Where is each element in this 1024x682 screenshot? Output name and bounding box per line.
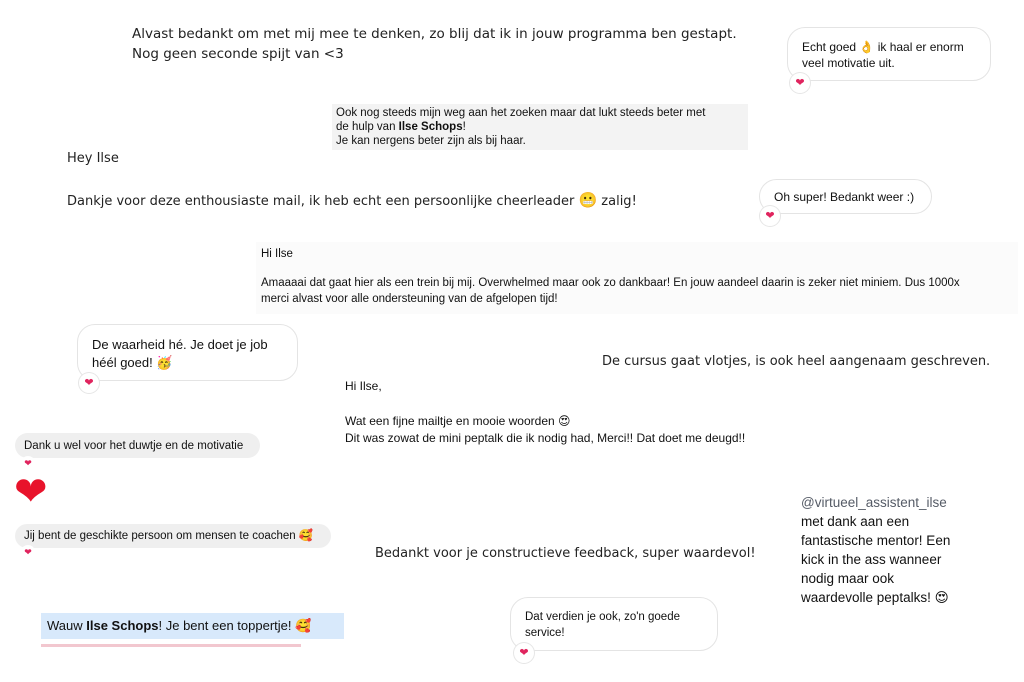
heart-eyes-icon: 😍 xyxy=(558,414,571,428)
message-bubble-oh-super xyxy=(759,179,932,214)
message-text: Dank u wel voor het duwtje en de motivatie xyxy=(24,440,244,452)
message-text: De waarheid hé. Je doet je job xyxy=(92,337,268,352)
message-line: Je kan nergens beter zijn als bij haar. xyxy=(336,135,526,147)
message-text: Oh super! Bedankt weer :) xyxy=(774,190,915,204)
mail-text: Wat een fijne mailtje en mooie woorden xyxy=(345,414,555,428)
message-line: Ook nog steeds mijn weg aan het zoeken maar dat lukt steeds beter met xyxy=(336,107,706,119)
smiling-face-hearts-icon: 🥰 xyxy=(298,530,314,542)
message-text: ! Je bent een toppertje! xyxy=(158,618,292,633)
message-bubble-dank-u-wel xyxy=(15,433,260,458)
cropped-row-divider xyxy=(41,644,301,647)
mail-amaaaai xyxy=(256,242,1018,314)
grimacing-face-icon: 😬 xyxy=(578,191,598,209)
comment-line: met dank aan een xyxy=(801,514,910,529)
comment-text: waardevolle peptalks! xyxy=(801,590,931,605)
heart-reaction-icon: ❤ xyxy=(21,456,35,470)
message-text: ik haal er enorm xyxy=(877,40,964,54)
message-text: veel motivatie uit. xyxy=(802,56,895,70)
message-text: héél goed! xyxy=(92,355,153,370)
comment-virtueel-assistent xyxy=(801,493,950,607)
big-heart-icon: ❤ xyxy=(14,469,48,515)
mail-line: merci alvast voor alle ondersteuning van de afgelopen tijd! xyxy=(261,293,558,305)
message-cursus-vlotjes xyxy=(602,353,990,371)
message-text: Dat verdien je ook, zo'n goede xyxy=(525,611,680,623)
message-text: Wauw xyxy=(47,618,83,633)
message-bubble-geschikte-persoon xyxy=(15,524,331,548)
heart-reaction-icon: ❤ xyxy=(21,545,35,559)
message-constructieve-feedback xyxy=(375,545,756,563)
mail-greeting: Hi Ilse, xyxy=(345,379,382,393)
quoted-message-ook-nog-steeds xyxy=(332,104,748,150)
mention-name[interactable]: Ilse Schops xyxy=(398,121,463,133)
comment-line: fantastische mentor! Een xyxy=(801,533,951,548)
message-text: de hulp van xyxy=(336,121,396,133)
message-text: De cursus gaat vlotjes, is ook heel aangenaam geschreven. xyxy=(602,354,991,369)
message-wauw-toppertje xyxy=(41,613,344,639)
message-text: Jij bent de geschikte persoon om mensen te coachen xyxy=(24,530,296,542)
comment-line: nodig maar ook xyxy=(801,571,895,586)
message-line: Nog geen seconde spijt van <3 xyxy=(132,46,344,62)
message-text: Dankje voor deze enthousiaste mail, ik heb echt een persoonlijke cheerleader xyxy=(67,194,575,209)
heart-reaction-icon: ❤ xyxy=(790,73,810,93)
mail-line: Amaaaai dat gaat hier als een trein bij mij. Overwhelmed maar ook zo dankbaar! En jouw aandeel daarin is zeker niet miniem. Dus 1000x xyxy=(261,277,960,289)
heart-reaction-icon: ❤ xyxy=(79,373,99,393)
message-text: zalig! xyxy=(601,194,637,209)
heart-reaction-icon: ❤ xyxy=(514,643,534,663)
message-hey-ilse xyxy=(67,150,119,168)
smiling-face-hearts-icon: 🥰 xyxy=(295,618,312,633)
message-text: Echt goed xyxy=(802,40,857,54)
comment-line: kick in the ass wanneer xyxy=(801,552,942,567)
message-greeting: Hey Ilse xyxy=(67,151,119,166)
mention-name[interactable]: Ilse Schops xyxy=(86,618,159,633)
comment-handle[interactable]: @virtueel_assistent_ilse xyxy=(801,495,947,510)
message-alvast-bedankt xyxy=(132,24,737,64)
message-text: ! xyxy=(462,121,466,133)
mail-hi-ilse-peptalk xyxy=(345,378,745,447)
message-dankje-cheerleader xyxy=(67,190,637,212)
message-bubble-dat-verdien xyxy=(510,597,718,651)
message-text: Bedankt voor je constructieve feedback, super waardevol! xyxy=(375,546,756,561)
heart-reaction-icon: ❤ xyxy=(760,206,780,226)
ok-hand-icon: 👌 xyxy=(859,40,875,54)
heart-eyes-icon: 😍 xyxy=(934,590,949,605)
message-bubble-de-waarheid xyxy=(77,324,298,381)
message-text: service! xyxy=(525,627,565,639)
partying-face-icon: 🥳 xyxy=(156,355,173,370)
message-line: Alvast bedankt om met mij mee te denken, zo blij dat ik in jouw programma ben gestapt. xyxy=(132,26,737,42)
message-bubble-echt-goed xyxy=(787,27,991,81)
mail-line: Dit was zowat de mini peptalk die ik nodig had, Merci!! Dat doet me deugd!! xyxy=(345,431,746,445)
mail-greeting: Hi Ilse xyxy=(261,248,293,260)
